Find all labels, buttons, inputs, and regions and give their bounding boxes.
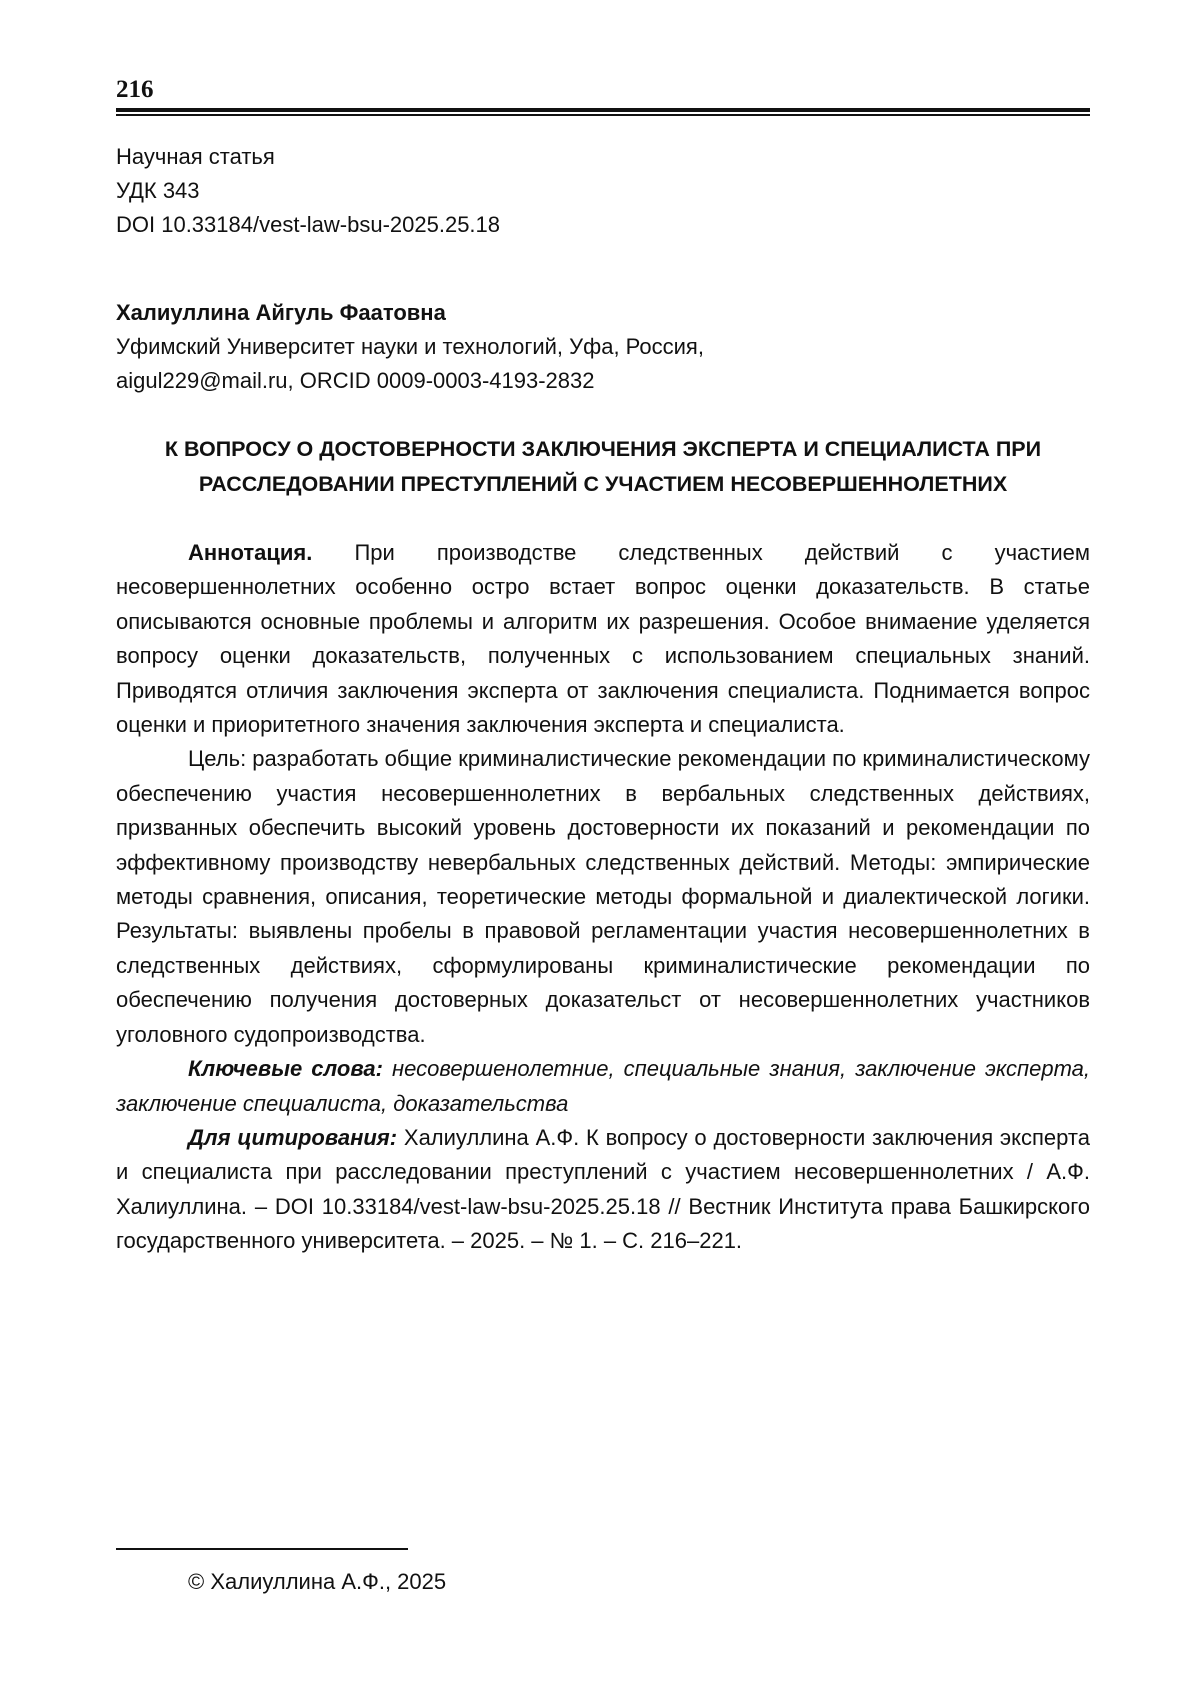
keywords-text: несовершенолетние, специальные знания, заключение эксперта, заключение специалиста, доказательства bbox=[116, 1056, 1090, 1116]
citation-label: Для цитирования: bbox=[188, 1124, 398, 1150]
copyright-note: © Халиуллина А.Ф., 2025 bbox=[188, 1569, 447, 1594]
author-block bbox=[116, 296, 704, 398]
abstract-text: При производстве следственных действий с участием несовершеннолетних особенно остро встает вопрос оценки доказательств. В статье описываются основные проблемы и алгоритм их разрешения. Особое внимаение уделяется вопросу оценки доказательств, полученных с использованием специальных знаний. Приводятся отличия заключения эксперта от заключения специалиста. Поднимается вопрос оценки и приоритетного значения заключения эксперта и специалиста. bbox=[116, 540, 1090, 738]
article-title bbox=[116, 432, 1090, 502]
title-line-2: РАССЛЕДОВАНИИ ПРЕСТУПЛЕНИЙ С УЧАСТИЕМ НЕСОВЕРШЕННОЛЕТНИХ bbox=[198, 472, 1008, 496]
title-line-1: К ВОПРОСУ О ДОСТОВЕРНОСТИ ЗАКЛЮЧЕНИЯ ЭКСПЕРТА И СПЕЦИАЛИСТА ПРИ bbox=[164, 437, 1042, 461]
article-abstract-section bbox=[116, 536, 1090, 1259]
article-page bbox=[116, 0, 1090, 1698]
keywords-paragraph bbox=[116, 1052, 1090, 1121]
author-affiliation: Уфимский Университет науки и технологий, Уфа, Россия, bbox=[116, 334, 704, 359]
citation-paragraph bbox=[116, 1121, 1090, 1259]
footnote-rule bbox=[116, 1548, 408, 1550]
author-name: Халиуллина Айгуль Фаатовна bbox=[116, 300, 446, 325]
abstract-paragraph bbox=[116, 536, 1090, 742]
keywords-label: Ключевые слова: bbox=[188, 1056, 383, 1082]
purpose-paragraph: Цель: разработать общие криминалистические рекомендации по криминалистическому обеспечению участия несовершеннолетних в вербальных следственных действиях, призванных обеспечить высокий уровень достоверности их показаний и рекомендации по эффективному производству невербальных следственных действий. Методы: эмпирические методы сравнения, описания, теоретические методы формальной и диалектической логики. Результаты: выявлены пробелы в правовой регламентации участия несовершеннолетних в следственных действиях, сформулированы криминалистические рекомендации по обеспечению получения достоверных доказательст от несовершеннолетних участников уголовного судопроизводства. bbox=[116, 746, 1090, 1047]
abstract-label: Аннотация. bbox=[188, 540, 313, 565]
article-type: Научная статья bbox=[116, 144, 275, 169]
doi: DOI 10.33184/vest-law-bsu-2025.25.18 bbox=[116, 212, 501, 237]
header-double-rule bbox=[116, 108, 1090, 116]
author-contacts: aigul229@mail.ru, ORCID 0009-0003-4193-2832 bbox=[116, 368, 595, 393]
udc-code: УДК 343 bbox=[116, 178, 200, 203]
article-meta bbox=[116, 140, 500, 242]
page-number: 216 bbox=[116, 76, 154, 103]
citation-text: Халиуллина А.Ф. К вопросу о достоверности заключения эксперта и специалиста при расследовании преступлений с участием несовершеннолетних / А.Ф. Халиуллина. – DOI 10.33184/vest-law-bsu-2025.25.18 // Вестник Института права Башкирского государственного университета. – 2025. – № 1. – С. 216–221. bbox=[116, 1124, 1090, 1254]
